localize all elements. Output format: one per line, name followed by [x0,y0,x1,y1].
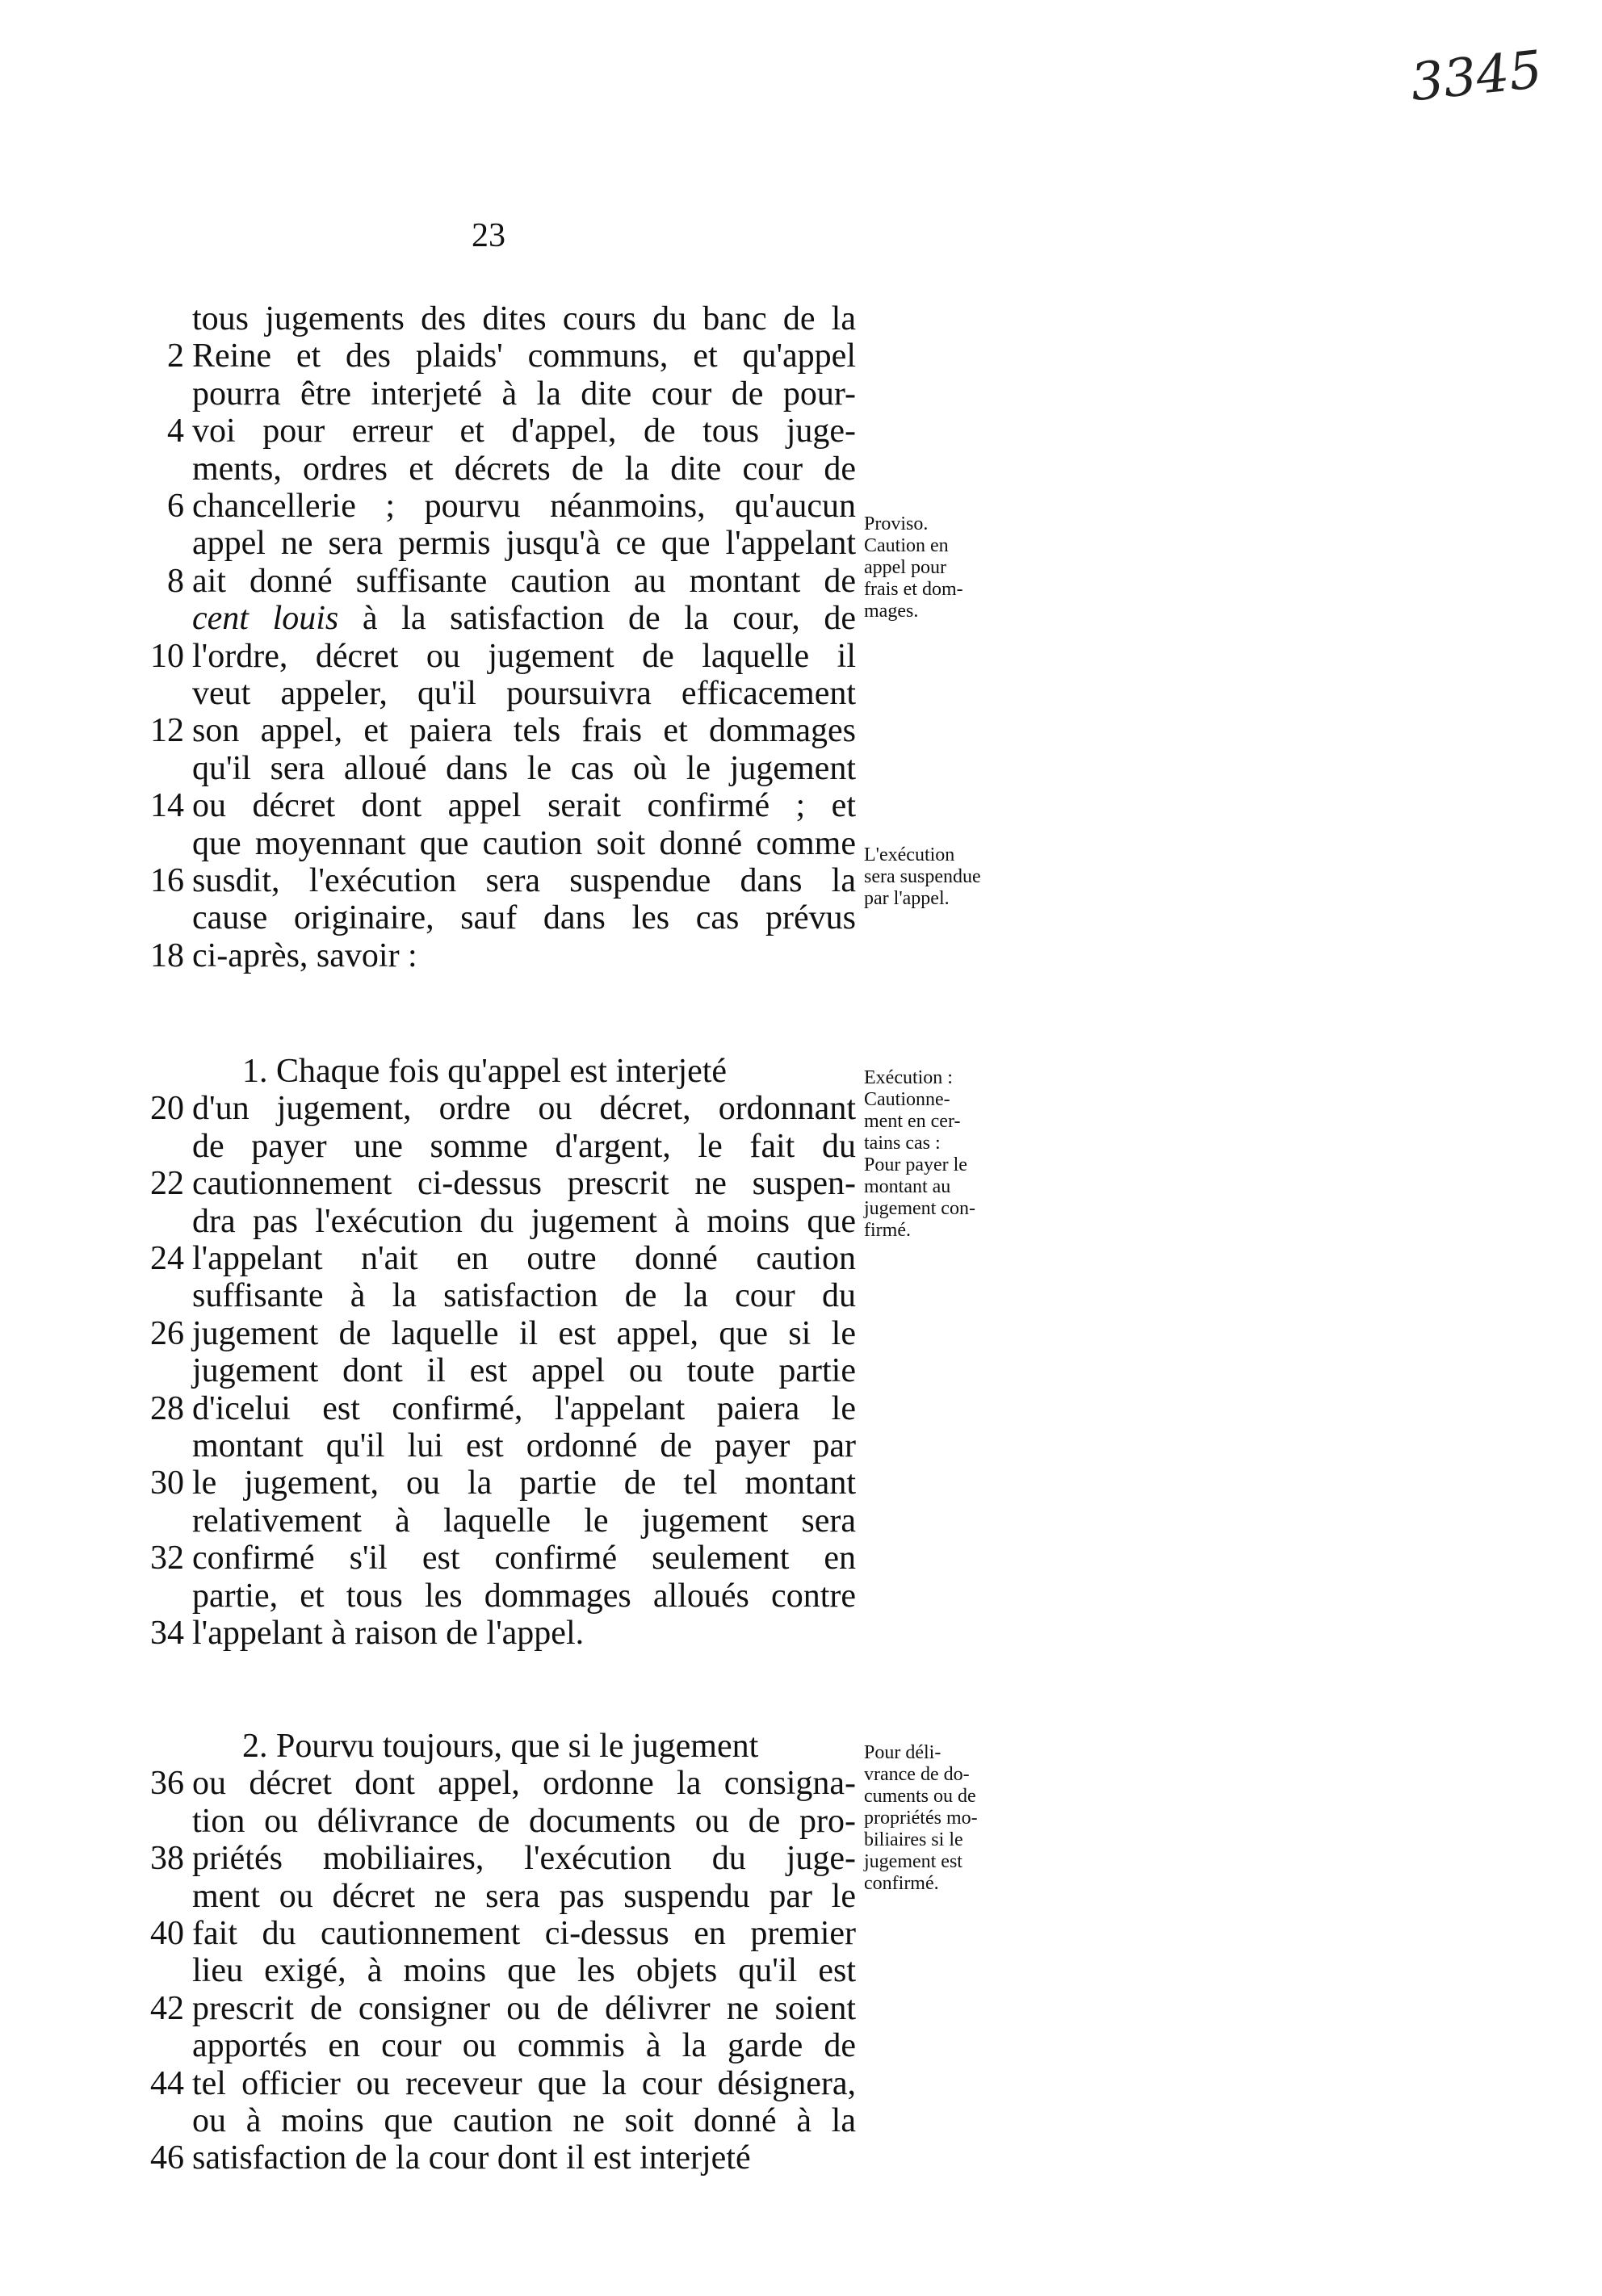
text-line [129,337,856,375]
line-text: l'ordre, décret ou jugement de laquelle il [192,638,856,675]
text-line [129,825,856,862]
margin-note-line: Pour déli- [864,1742,941,1763]
line-text: chancellerie ; pourvu néanmoins, qu'aucun [192,488,856,525]
text-line [129,1990,856,2027]
line-text: apportés en cour ou commis à la garde de [192,2027,856,2064]
text-line [129,899,856,936]
line-text: ci-après, savoir : [192,937,417,974]
margin-note-line: Caution en [864,535,949,556]
margin-note-line: cuments ou de [864,1786,976,1807]
margin-note-line: jugement con- [864,1198,975,1219]
margin-note-line: Cautionne- [864,1089,950,1110]
margin-note [864,1742,1034,1895]
text-line [129,1240,856,1277]
line-text: Reine et des plaids' communs, et qu'appel [192,337,856,375]
line-text: d'un jugement, ordre ou décret, ordonnant [192,1090,856,1127]
line-text: ou décret dont appel serait confirmé ; et [192,787,856,824]
line-number: 16 [150,862,184,899]
line-text: lieu exigé, à moins que les objets qu'il est [192,1952,856,1989]
line-text: voi pour erreur et d'appel, de tous juge- [192,413,856,450]
text-line [129,1728,856,1765]
text-line [129,1053,856,1090]
line-number: 28 [150,1390,184,1427]
line-number: 24 [150,1240,184,1277]
line-text: dra pas l'exécution du jugement à moins que [192,1203,856,1240]
line-text: confirmé s'il est confirmé seulement en [192,1540,856,1577]
text-line [129,787,856,824]
text-line [129,1765,856,1802]
line-number: 44 [150,2065,184,2102]
line-text: que moyennant que caution soit donné comme [192,825,856,862]
line-text: veut appeler, qu'il poursuivra efficacement [192,675,856,712]
line-text: jugement dont il est appel ou toute partie [192,1352,856,1389]
margin-note-line: sera suspendue [864,866,981,887]
line-text: de payer une somme d'argent, le fait du [192,1128,856,1165]
line-text: ou à moins que caution ne soit donné à la [192,2102,856,2139]
text-line [129,1165,856,1202]
text-line [129,2027,856,2064]
line-text: d'icelui est confirmé, l'appelant paiera le [192,1390,856,1427]
text-line [129,750,856,787]
text-line [129,1502,856,1540]
line-number: 32 [150,1540,184,1577]
line-text: priétés mobiliaires, l'exécution du juge- [192,1840,856,1877]
text-line [129,1615,856,1652]
line-text: cautionnement ci-dessus prescrit ne suspen- [192,1165,856,1202]
line-text: tel officier ou receveur que la cour désignera, [192,2065,856,2102]
text-line [129,450,856,488]
line-number: 18 [150,937,184,974]
text-line [129,1390,856,1427]
margin-note-line: mages. [864,601,919,622]
margin-note-line: confirmé. [864,1873,939,1894]
line-text: 2. Pourvu toujours, que si le jugement [242,1728,759,1765]
line-text: appel ne sera permis jusqu'à ce que l'appelant [192,525,856,562]
line-text: pourra être interjeté à la dite cour de pour- [192,375,856,413]
text-line [129,675,856,712]
line-number: 8 [167,563,184,600]
line-text: tion ou délivrance de documents ou de pro- [192,1803,856,1840]
line-number: 4 [167,413,184,450]
margin-note-line: Proviso. [864,513,929,534]
text-line [129,712,856,749]
line-text: son appel, et paiera tels frais et dommages [192,712,856,749]
margin-note-line: par l'appel. [864,888,950,909]
text-line [129,1464,856,1502]
margin-note-line: biliaires si le [864,1829,963,1850]
margin-note [864,844,1034,910]
text-line [129,1840,856,1877]
text-line [129,1577,856,1615]
line-number: 14 [150,787,184,824]
line-text: ou décret dont appel, ordonne la consigna- [192,1765,856,1802]
line-text: tous jugements des dites cours du banc de la [192,300,856,337]
text-line [129,1315,856,1352]
line-text: prescrit de consigner ou de délivrer ne soient [192,1990,856,2027]
line-text: ait donné suffisante caution au montant de [192,563,856,600]
line-number: 30 [150,1464,184,1502]
text-line [129,488,856,525]
text-line [129,1090,856,1127]
line-number: 20 [150,1090,184,1127]
line-number: 42 [150,1990,184,2027]
text-line [129,375,856,413]
line-text: l'appelant n'ait en outre donné caution [192,1240,856,1277]
text-line [129,525,856,562]
line-text: jugement de laquelle il est appel, que si le [192,1315,856,1352]
line-number: 34 [150,1615,184,1652]
margin-note-line: vrance de do- [864,1764,970,1785]
line-text: l'appelant à raison de l'appel. [192,1615,585,1652]
line-text: partie, et tous les dommages alloués contre [192,1577,856,1615]
margin-note-line: ment en cer- [864,1111,961,1132]
handwritten-folio-number: 3345 [1407,40,1545,114]
line-number: 6 [167,488,184,525]
line-number: 12 [150,712,184,749]
text-line [129,1540,856,1577]
text-line [129,1878,856,1915]
line-text: satisfaction de la cour dont il est interjeté [192,2139,751,2177]
line-text: susdit, l'exécution sera suspendue dans la [192,862,856,899]
margin-note-line: Exécution : [864,1067,953,1088]
line-text: suffisante à la satisfaction de la cour du [192,1277,856,1314]
margin-note-line: jugement est [864,1851,962,1872]
text-line [129,638,856,675]
margin-note-line: frais et dom- [864,579,963,600]
line-text: montant qu'il lui est ordonné de payer par [192,1427,856,1464]
margin-note-line: firmé. [864,1220,911,1241]
text-line [129,563,856,600]
margin-note-line: L'exécution [864,844,955,865]
text-line [129,1352,856,1389]
margin-note [864,513,1034,622]
line-text: cause originaire, sauf dans les cas prévus [192,899,856,936]
margin-note [864,1067,1034,1242]
line-text: le jugement, ou la partie de tel montant [192,1464,856,1502]
text-line [129,1203,856,1240]
line-number: 36 [150,1765,184,1802]
line-text: ment ou décret ne sera pas suspendu par le [192,1878,856,1915]
line-number: 2 [167,337,184,375]
text-line [129,1277,856,1314]
line-text: qu'il sera alloué dans le cas où le jugement [192,750,856,787]
line-text: cent louis à la satisfaction de la cour, de [192,600,856,637]
line-number: 40 [150,1915,184,1952]
text-line [129,2102,856,2139]
text-line [129,300,856,337]
text-line [129,2065,856,2102]
text-line [129,413,856,450]
text-line [129,1915,856,1952]
page-number: 23 [472,217,505,254]
line-text: fait du cautionnement ci-dessus en premier [192,1915,856,1952]
margin-note-line: tains cas : [864,1133,941,1154]
text-line [129,1952,856,1989]
margin-note-line: montant au [864,1176,951,1197]
line-text: 1. Chaque fois qu'appel est interjeté [242,1053,728,1090]
margin-note-line: Pour payer le [864,1154,967,1175]
line-text: relativement à laquelle le jugement sera [192,1502,856,1540]
text-line [129,1427,856,1464]
text-line [129,937,856,974]
margin-note-line: propriétés mo- [864,1808,978,1829]
text-line [129,2139,856,2177]
margin-note-line: appel pour [864,557,946,578]
text-line [129,862,856,899]
line-number: 22 [150,1165,184,1202]
line-number: 38 [150,1840,184,1877]
text-line [129,1128,856,1165]
line-text: ments, ordres et décrets de la dite cour de [192,450,856,488]
line-number: 10 [150,638,184,675]
line-number: 46 [150,2139,184,2177]
line-number: 26 [150,1315,184,1352]
text-line [129,600,856,637]
text-line [129,1803,856,1840]
